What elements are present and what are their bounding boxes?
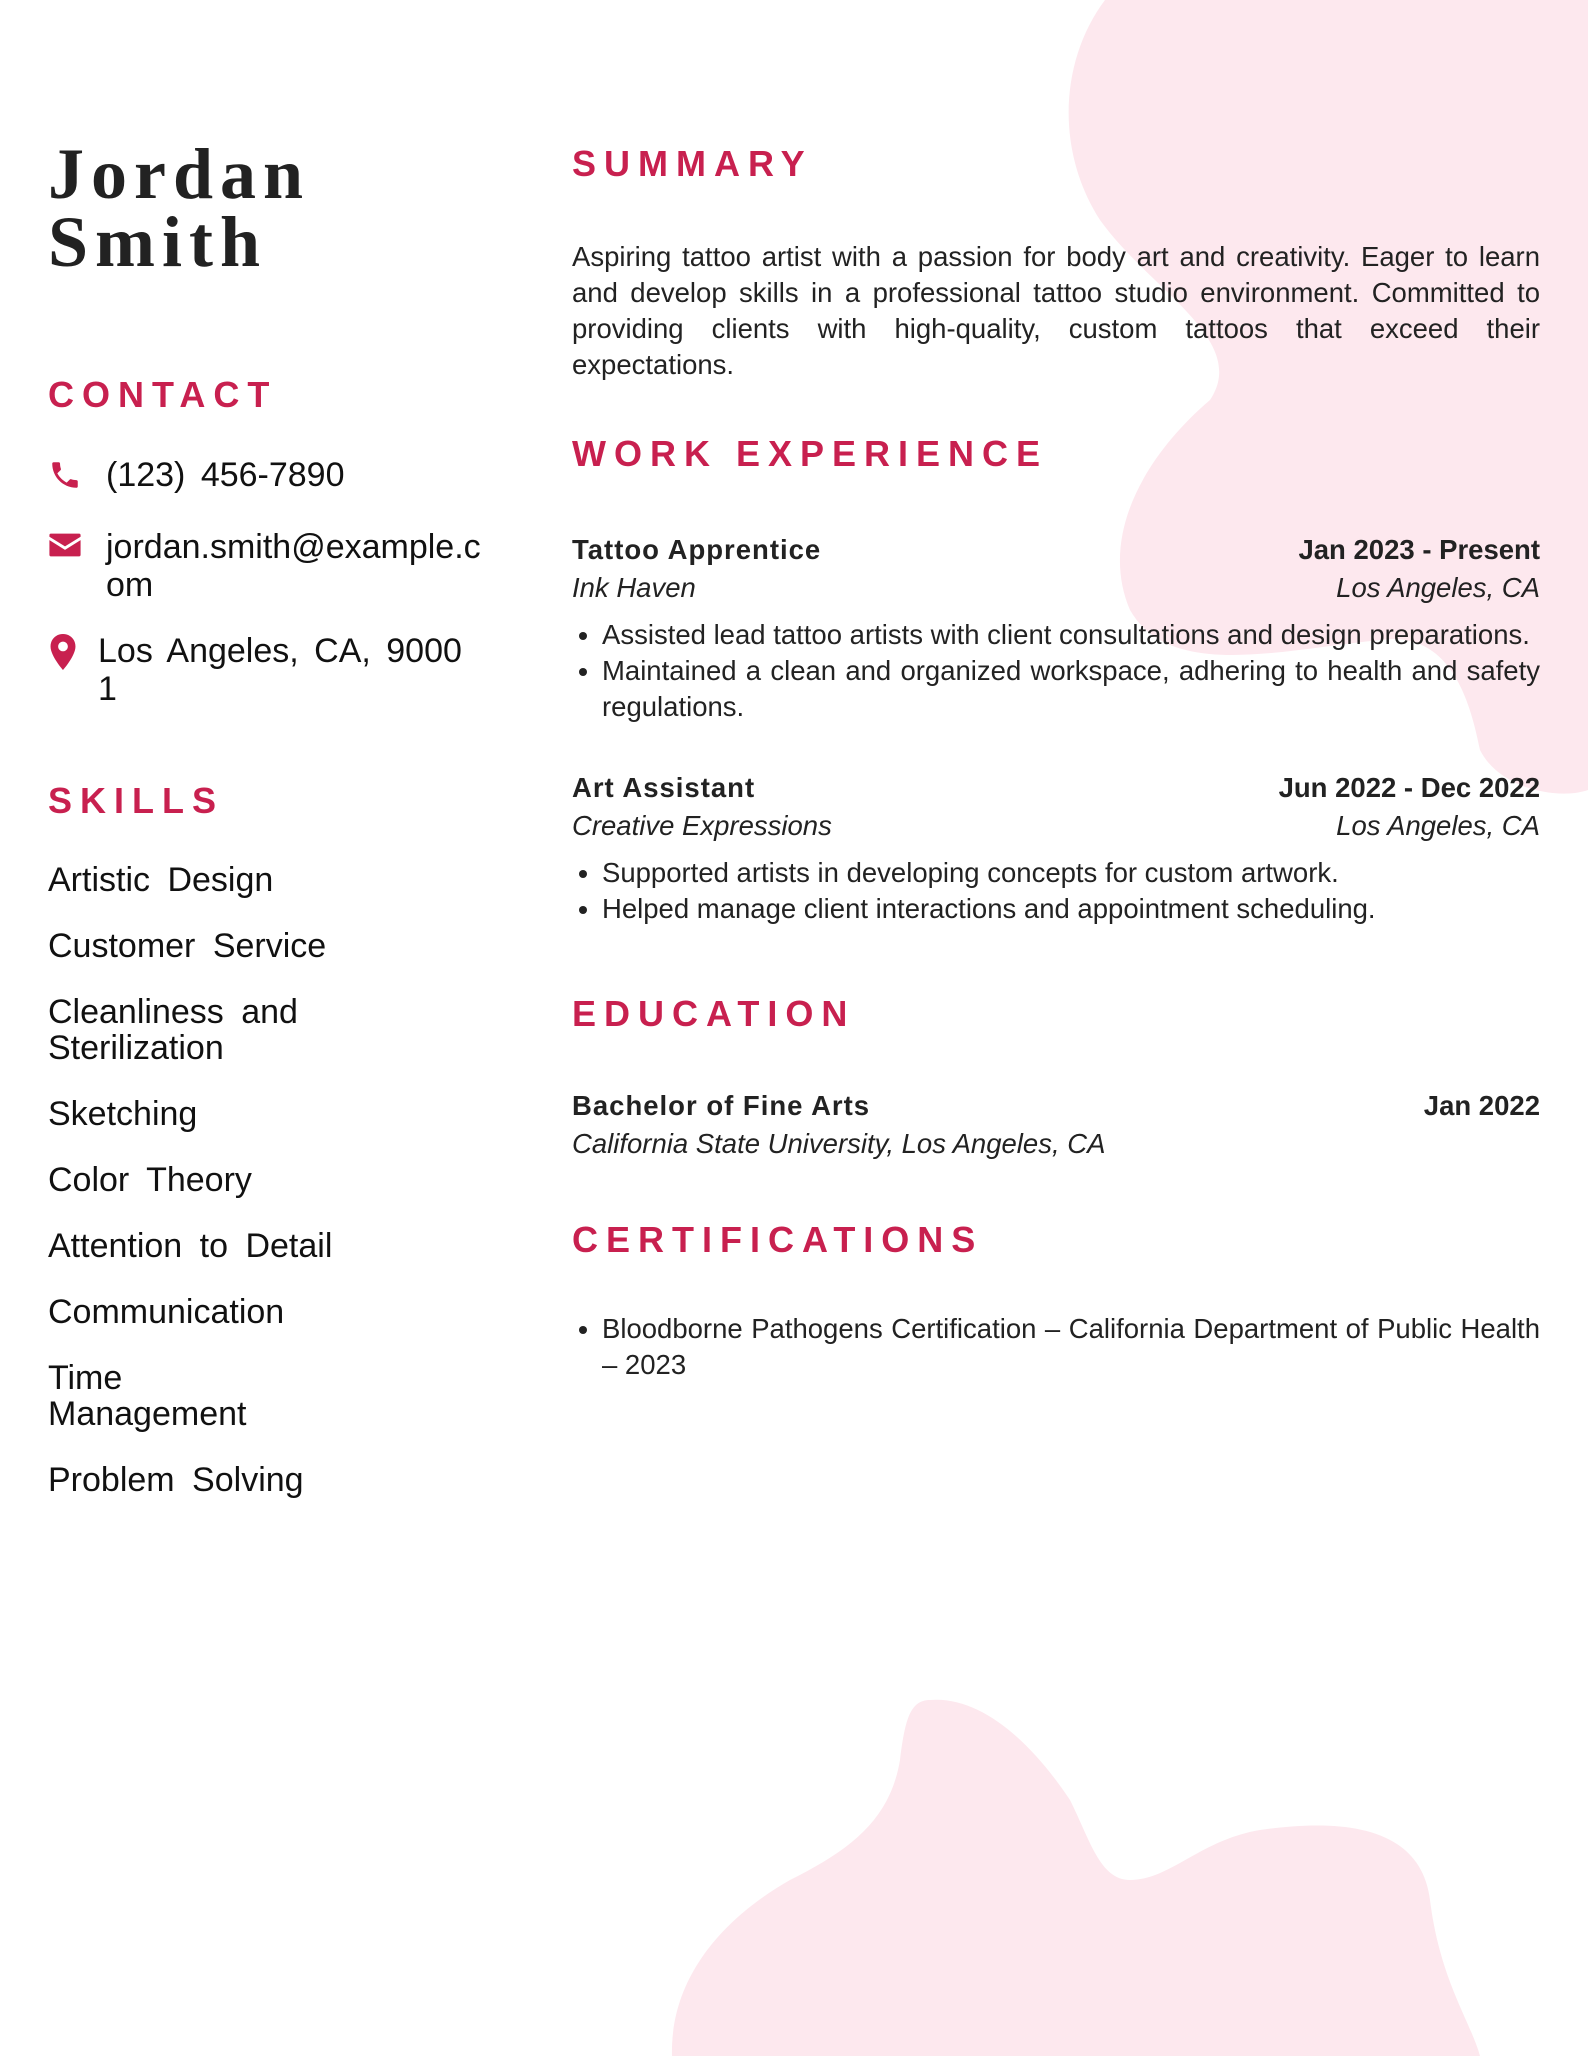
job-company: Ink Haven bbox=[572, 572, 696, 603]
job-bullet: • Helped manage client interactions and appointment scheduling. bbox=[602, 891, 1540, 927]
skill-item: Attention to Detail bbox=[48, 1227, 333, 1265]
skills-list bbox=[48, 862, 508, 1498]
education-date: Jan 2022 bbox=[1423, 1090, 1540, 1121]
job-bullets bbox=[572, 617, 1540, 725]
skill-item: Artistic Design bbox=[48, 861, 274, 899]
job-dates: Jun 2022 - Dec 2022 bbox=[1278, 772, 1540, 803]
job-dates: Jan 2023 - Present bbox=[1298, 534, 1540, 565]
skill-item: Communication bbox=[48, 1293, 285, 1331]
job-title: Tattoo Apprentice bbox=[572, 534, 822, 565]
contact-phone bbox=[48, 456, 508, 500]
job-location: Los Angeles, CA bbox=[1336, 572, 1540, 603]
education-entry bbox=[572, 1087, 1540, 1163]
job-bullets bbox=[572, 855, 1540, 927]
phone-icon bbox=[48, 458, 88, 500]
contact-list bbox=[48, 456, 508, 708]
right-column bbox=[572, 143, 1540, 1383]
job-location: Los Angeles, CA bbox=[1336, 810, 1540, 841]
job-company: Creative Expressions bbox=[572, 810, 832, 841]
last-name: Smith bbox=[48, 202, 268, 282]
left-column bbox=[48, 134, 508, 1528]
skill-item: Cleanliness and Sterilization bbox=[48, 993, 298, 1067]
job-bullet: • Maintained a clean and organized workspace, adhering to health and safety regulations. bbox=[602, 653, 1540, 725]
job-entry bbox=[572, 531, 1540, 725]
contact-heading: CONTACT bbox=[48, 374, 278, 415]
phone-number[interactable]: (123) 456-7890 bbox=[106, 456, 345, 494]
degree: Bachelor of Fine Arts bbox=[572, 1090, 871, 1121]
school: California State University, Los Angeles, CA bbox=[572, 1128, 1106, 1159]
first-name: Jordan bbox=[48, 134, 311, 214]
education-heading: EDUCATION bbox=[572, 993, 856, 1034]
skill-item: Customer Service bbox=[48, 927, 327, 965]
contact-email bbox=[48, 528, 508, 604]
envelope-icon bbox=[48, 530, 88, 568]
summary-heading: SUMMARY bbox=[572, 143, 813, 184]
location-text: Los Angeles, CA, 90001 bbox=[98, 632, 462, 708]
work-experience-heading: WORK EXPERIENCE bbox=[572, 433, 1049, 474]
contact-location bbox=[48, 632, 508, 708]
map-pin-icon bbox=[48, 634, 88, 678]
bottom-blob bbox=[672, 1700, 1480, 2056]
skill-item: Problem Solving bbox=[48, 1461, 304, 1499]
skill-item: Color Theory bbox=[48, 1161, 252, 1199]
summary-text: Aspiring tattoo artist with a passion for body art and creativity. Eager to learn and develop skills in a professional tattoo studio environment. Committed to providing clients with high-quality, custom tattoos that exceed their expectations. bbox=[572, 241, 1540, 380]
email-address[interactable]: jordan.smith@example.com bbox=[106, 528, 481, 604]
job-title: Art Assistant bbox=[572, 772, 756, 803]
candidate-name bbox=[48, 134, 508, 282]
job-bullet: • Supported artists in developing concepts for custom artwork. bbox=[602, 855, 1540, 891]
skill-item: Sketching bbox=[48, 1095, 198, 1133]
certifications-list bbox=[572, 1311, 1540, 1383]
certifications-heading: CERTIFICATIONS bbox=[572, 1219, 984, 1260]
job-bullet: • Assisted lead tattoo artists with client consultations and design preparations. bbox=[602, 617, 1540, 653]
skill-item: Time Management bbox=[48, 1359, 247, 1433]
certification-item: • Bloodborne Pathogens Certification – California Department of Public Health – 2023 bbox=[602, 1311, 1540, 1383]
job-entry bbox=[572, 769, 1540, 927]
skills-heading: SKILLS bbox=[48, 780, 225, 821]
